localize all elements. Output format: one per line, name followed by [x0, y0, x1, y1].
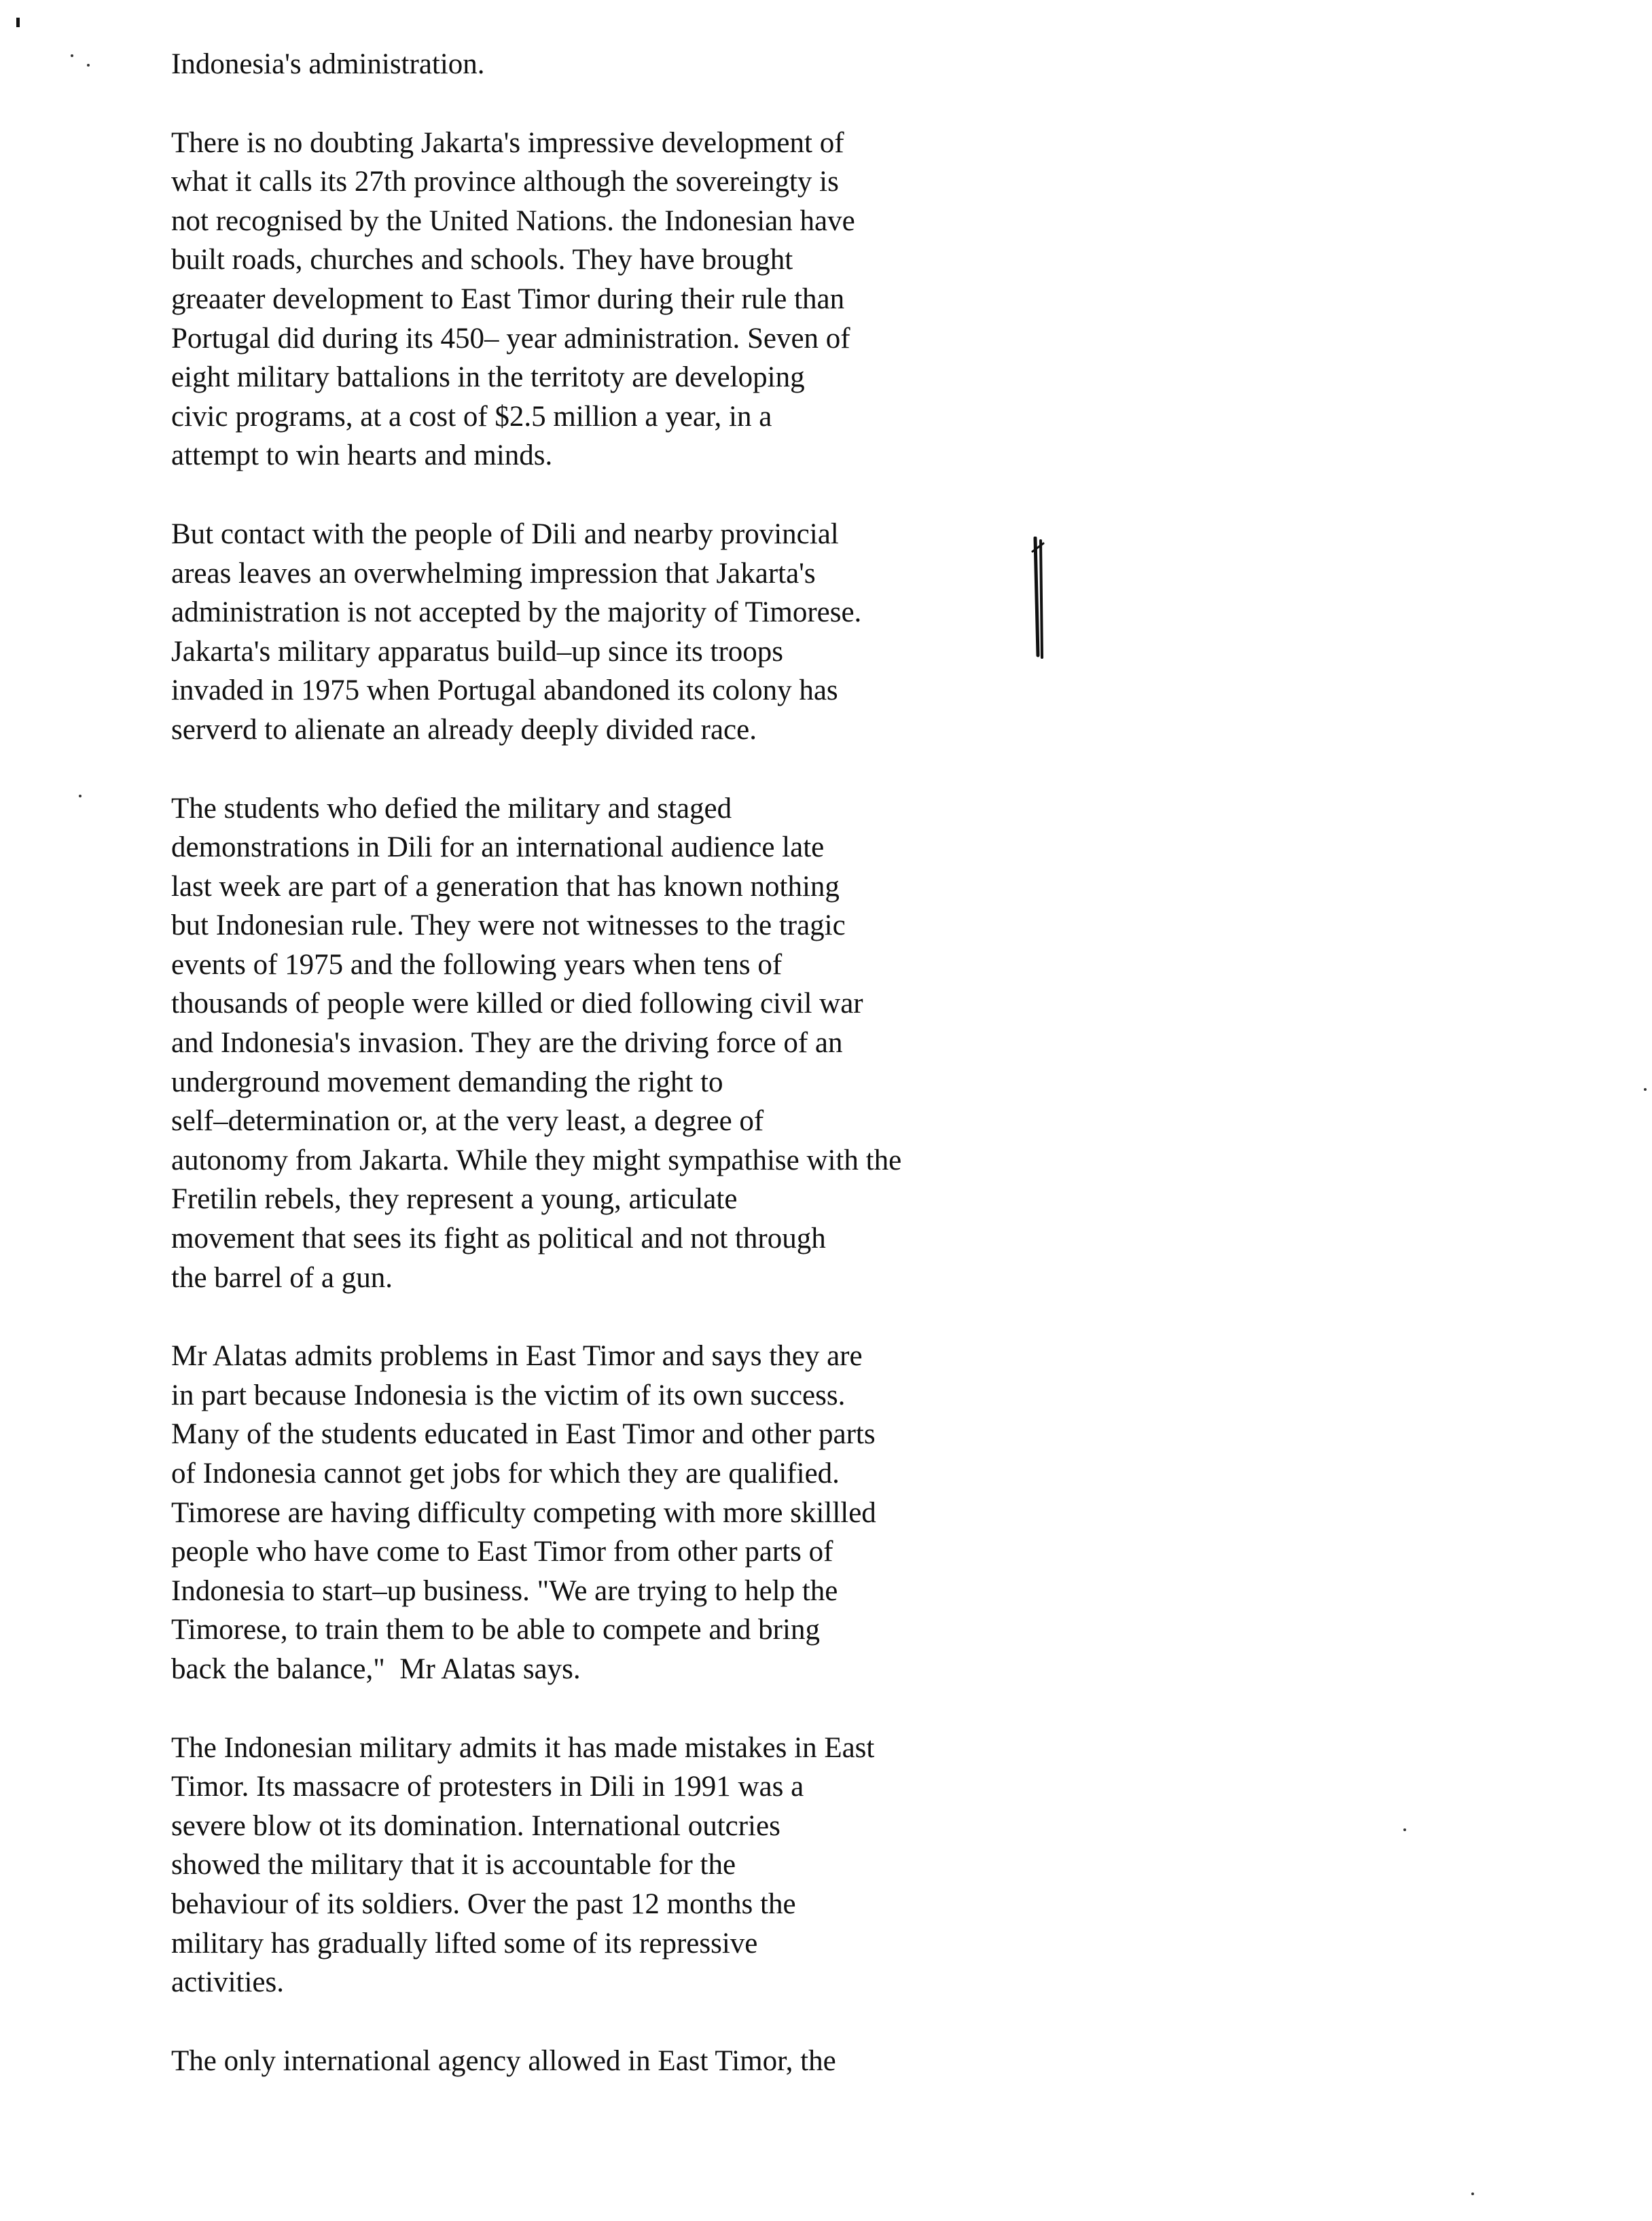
- text-line: events of 1975 and the following years when tens of: [171, 948, 783, 981]
- text-line: movement that sees its fight as political and not through: [171, 1223, 826, 1255]
- text-line: built roads, churches and schools. They have brought: [171, 244, 793, 276]
- text-line: Timorese, to train them to be able to compete and bring: [171, 1614, 820, 1646]
- text-line: Timorese are having difficulty competing with more skillled: [171, 1496, 876, 1529]
- text-line: There is no doubting Jakarta's impressive development of: [171, 126, 844, 159]
- text-line: in part because Indonesia is the victim of its own success.: [171, 1379, 846, 1411]
- scan-speck: [79, 795, 82, 797]
- text-line: not recognised by the United Nations. the Indonesian have: [171, 204, 855, 237]
- text-line: The only international agency allowed in East Timor, the: [171, 2044, 836, 2077]
- text-line: last week are part of a generation that has known nothing: [171, 870, 840, 903]
- document-body: [171, 45, 1149, 2120]
- text-line: But contact with the people of Dili and nearby provincial: [171, 518, 839, 550]
- paragraph: [171, 1729, 1149, 2002]
- text-line: Mr Alatas admits problems in East Timor and says they are: [171, 1340, 863, 1373]
- text-line: the barrel of a gun.: [171, 1261, 393, 1294]
- corner-scan-mark: [16, 18, 20, 27]
- text-line: people who have come to East Timor from other parts of: [171, 1536, 833, 1568]
- text-line: Timor. Its massacre of protesters in Dili in 1991 was a: [171, 1771, 804, 1803]
- text-line: The Indonesian military admits it has made mistakes in East: [171, 1731, 875, 1764]
- text-line: administration is not accepted by the majority of Timorese.: [171, 596, 862, 629]
- text-line: behaviour of its soldiers. Over the past 12 months the: [171, 1888, 796, 1920]
- paragraph: [171, 45, 1149, 84]
- text-line: autonomy from Jakarta. While they might sympathise with the: [171, 1144, 902, 1176]
- text-line: what it calls its 27th province although the sovereingty is: [171, 166, 839, 198]
- text-line: greaater development to East Timor during their rule than: [171, 283, 845, 315]
- text-line: Portugal did during its 450– year administration. Seven of: [171, 322, 850, 355]
- text-line: thousands of people were killed or died following civil war: [171, 988, 863, 1020]
- text-line: Indonesia's administration.: [171, 48, 485, 80]
- scan-speck: [1403, 1828, 1406, 1831]
- text-line: civic programs, at a cost of $2.5 million a year, in a: [171, 400, 772, 433]
- text-line: areas leaves an overwhelming impression that Jakarta's: [171, 557, 816, 590]
- text-line: eight military battalions in the territoty are developing: [171, 361, 805, 394]
- text-line: military has gradually lifted some of its repressive: [171, 1927, 758, 1960]
- text-line: and Indonesia's invasion. They are the driving force of an: [171, 1027, 843, 1060]
- scan-speck: [1644, 1088, 1647, 1091]
- text-line: of Indonesia cannot get jobs for which they are qualified.: [171, 1458, 840, 1489]
- text-line: Fretilin rebels, they represent a young, articulate: [171, 1183, 738, 1216]
- scan-speck: [1471, 2192, 1474, 2195]
- paragraph: [171, 1337, 1149, 1689]
- paragraph: [171, 124, 1149, 475]
- text-line: showed the military that it is accountable for the: [171, 1849, 736, 1881]
- text-line: The students who defied the military and staged: [171, 792, 732, 825]
- text-line: invaded in 1975 when Portugal abandoned its colony has: [171, 674, 838, 707]
- text-line: Indonesia to start–up business. "We are trying to help the: [171, 1574, 838, 1607]
- text-line: activities.: [171, 1966, 284, 1999]
- scan-speck: [71, 54, 73, 57]
- paragraph: [171, 789, 1149, 1298]
- text-line: serverd to alienate an already deeply divided race.: [171, 713, 757, 746]
- text-line: underground movement demanding the right to: [171, 1066, 723, 1098]
- text-line: self–determination or, at the very least, a degree of: [171, 1105, 764, 1138]
- paragraph: [171, 2042, 1149, 2081]
- scan-speck: [87, 64, 90, 67]
- text-line: attempt to win hearts and minds.: [171, 439, 553, 472]
- text-line: but Indonesian rule. They were not witnesses to the tragic: [171, 909, 846, 942]
- text-line: severe blow ot its domination. International outcries: [171, 1809, 780, 1842]
- text-line: Jakarta's military apparatus build–up since its troops: [171, 635, 784, 668]
- text-line: Many of the students educated in East Timor and other parts: [171, 1418, 876, 1451]
- text-line: demonstrations in Dili for an international audience late: [171, 831, 825, 864]
- text-line: back the balance," Mr Alatas says.: [171, 1653, 581, 1685]
- paragraph: [171, 515, 1149, 750]
